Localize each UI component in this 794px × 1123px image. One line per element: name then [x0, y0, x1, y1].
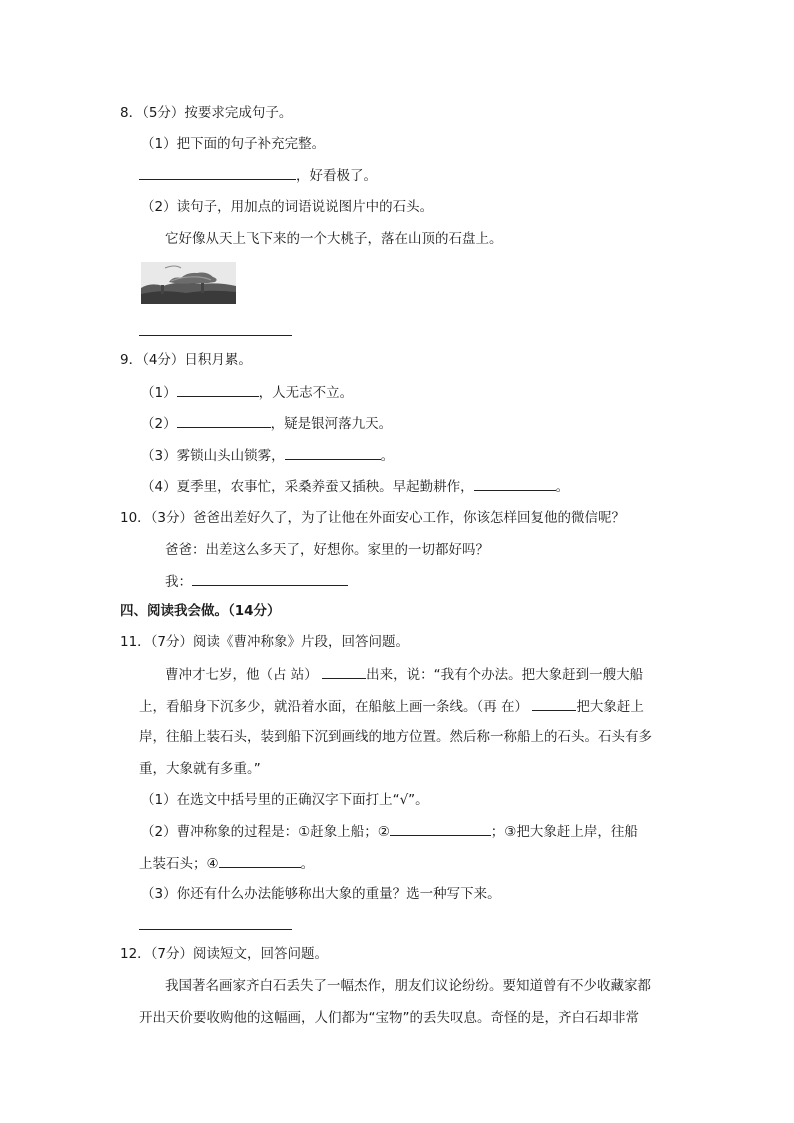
- q9-item-3: [141, 445, 394, 466]
- q11-sub2-part-a: （2）曹冲称象的过程是：①赶象上船；②: [141, 824, 390, 840]
- answer-blank[interactable]: [177, 413, 271, 428]
- q9-item-1-text: ，人无志不立。: [258, 385, 354, 401]
- q10-reply-label: 我：: [165, 574, 192, 590]
- q11-passage-line-4: 重，大象就有多重。”: [139, 761, 261, 777]
- q11-passage-line-3: 岸，往船上装石头，装到船下沉到画线的地方位置。然后称一称船上的石头。石头有多: [139, 729, 652, 745]
- q8-sentence: 它好像从天上飞下来的一个大桃子，落在山顶的石盘上。: [165, 231, 503, 247]
- q10-title: 10．（3分）爸爸出差好久了，为了让他在外面安心工作，你该怎样回复他的微信呢？: [120, 510, 626, 526]
- q9-title: 9．（4分）日积月累。: [120, 352, 252, 368]
- q9-item-4-text: （4）夏季里，农事忙，采桑养蚕又插秧。早起勤耕作，: [141, 479, 474, 495]
- q10-dad-message: 爸爸：出差这么多天了，好想你。家里的一切都好吗？: [165, 542, 489, 558]
- answer-blank[interactable]: [177, 382, 259, 397]
- answer-blank[interactable]: [192, 571, 348, 586]
- q12-passage-line-2: 开出天价要收购他的这幅画，人们都为“宝物”的丢失叹息。奇怪的是，齐白石却非常: [139, 1010, 639, 1026]
- q9-item-1-num: （1）: [141, 385, 177, 401]
- q12-passage-line-1: 我国著名画家齐白石丢失了一幅杰作，朋友们议论纷纷。要知道曾有不少收藏家都: [165, 978, 651, 994]
- answer-blank[interactable]: [322, 664, 366, 679]
- q8-sub1-tail: ，好看极了。: [296, 168, 377, 184]
- answer-blank[interactable]: [219, 853, 301, 868]
- q9-item-2-text: ，疑是银河落九天。: [270, 416, 393, 432]
- answer-blank[interactable]: [285, 445, 381, 460]
- q10-reply: [165, 571, 348, 592]
- q11-p2-part-a: 上，看船身下沉多少，就沿着水面，在船舷上画一条线。（再 在）: [139, 699, 529, 715]
- q8-sub1: （1）把下面的句子补充完整。: [141, 136, 326, 152]
- q11-title: 11．（7分）阅读《曹冲称象》片段，回答问题。: [120, 634, 410, 650]
- q11-p2-part-b: 把大象赶上: [576, 699, 644, 715]
- peach-stone-photo: [141, 262, 236, 304]
- q12-title: 12．（7分）阅读短文，回答问题。: [120, 946, 329, 962]
- q11-p1-part-a: 曹冲才七岁，他（占 站）: [165, 667, 318, 683]
- answer-blank[interactable]: [390, 821, 491, 836]
- q11-sub2: [141, 821, 638, 842]
- answer-blank[interactable]: [139, 929, 292, 930]
- q9-item-4-end: 。: [555, 479, 570, 495]
- answer-blank[interactable]: [139, 165, 296, 180]
- q9-item-4: [141, 476, 569, 497]
- answer-blank[interactable]: [139, 335, 292, 336]
- q11-sub2-part-c: 上装石头；④: [139, 856, 219, 872]
- answer-blank[interactable]: [474, 476, 556, 491]
- q8-sub2: （2）读句子，用加点的词语说说图片中的石头。: [141, 199, 434, 215]
- q11-sub2-part-d: 。: [300, 856, 315, 872]
- q9-item-3-end: 。: [380, 448, 395, 464]
- answer-blank[interactable]: [532, 696, 576, 711]
- q11-sub2-cont: [139, 853, 314, 874]
- q9-item-1: [141, 382, 353, 403]
- q11-passage-line-2: [139, 696, 644, 717]
- q11-sub2-part-b: ；③把大象赶上岸，往船: [490, 824, 638, 840]
- q8-title: 8．（5分）按要求完成句子。: [120, 105, 293, 121]
- q9-item-2: [141, 413, 392, 434]
- section-4-heading: 四、阅读我会做。（14分）: [120, 603, 281, 619]
- q11-sub3: （3）你还有什么办法能够称出大象的重量？选一种写下来。: [141, 886, 501, 902]
- q11-passage-line-1: [165, 664, 643, 685]
- q9-item-3-text: （3）雾锁山头山锁雾，: [141, 448, 285, 464]
- q11-sub1: （1）在选文中括号里的正确汉字下面打上“√”。: [141, 792, 429, 808]
- q9-item-2-num: （2）: [141, 416, 177, 432]
- q8-sub1-line: [139, 165, 377, 186]
- q11-p1-part-b: 出来，说：“我有个办法。把大象赶到一艘大船: [366, 667, 644, 683]
